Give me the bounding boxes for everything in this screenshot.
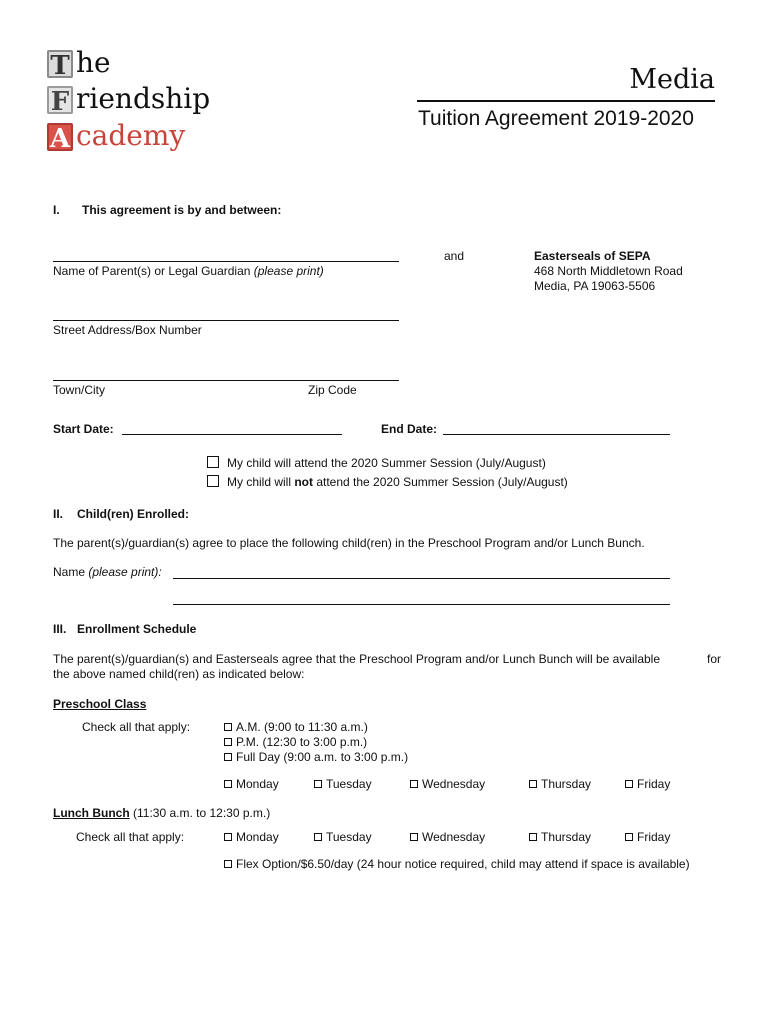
preschool-check-label: Check all that apply: (82, 720, 191, 734)
checkbox-icon[interactable] (207, 456, 219, 468)
page-title: Tuition Agreement 2019-2020 (418, 107, 694, 130)
lunch-day-monday[interactable]: Monday (224, 830, 279, 845)
location-title: Media (629, 64, 715, 95)
child-name-label: Name (please print): (53, 565, 162, 579)
child-name-line-2[interactable] (173, 604, 670, 605)
section-2-number: II. (53, 507, 64, 521)
start-date-line[interactable] (122, 434, 342, 435)
section-2-heading: Child(ren) Enrolled: (77, 507, 189, 521)
parent-name-line[interactable] (53, 261, 399, 262)
checkbox-icon[interactable] (529, 780, 537, 788)
checkbox-icon[interactable] (625, 833, 633, 841)
preschool-day-monday[interactable]: Monday (224, 777, 279, 792)
end-date-line[interactable] (443, 434, 670, 435)
checkbox-icon[interactable] (625, 780, 633, 788)
checkbox-icon[interactable] (314, 780, 322, 788)
summer-not-attend-option[interactable]: My child will not attend the 2020 Summer Session (July/August) (207, 475, 568, 490)
checkbox-icon[interactable] (410, 833, 418, 841)
street-address-line[interactable] (53, 320, 399, 321)
town-label: Town/City (53, 383, 106, 397)
org-name: Easterseals of SEPA (534, 249, 651, 263)
checkbox-icon[interactable] (224, 860, 232, 868)
start-date-label: Start Date: (53, 422, 114, 436)
preschool-session-pm[interactable]: P.M. (12:30 to 3:00 p.m.) (224, 735, 367, 750)
preschool-day-friday[interactable]: Friday (625, 777, 670, 792)
section-3-number: III. (53, 622, 67, 636)
town-zip-line[interactable] (53, 380, 399, 381)
section-3-text-for: for (707, 652, 722, 666)
checkbox-icon[interactable] (207, 475, 219, 487)
logo-text-riendship: riendship (76, 82, 211, 115)
preschool-class-title: Preschool Class (53, 697, 147, 711)
preschool-session-am[interactable]: A.M. (9:00 to 11:30 a.m.) (224, 720, 368, 735)
lunch-bunch-title: Lunch Bunch (11:30 a.m. to 12:30 p.m.) (53, 806, 271, 820)
org-address-line2: Media, PA 19063-5506 (534, 279, 656, 293)
summer-attend-option[interactable]: My child will attend the 2020 Summer Session (July/August) (207, 456, 546, 471)
lunch-check-label: Check all that apply: (76, 830, 185, 844)
street-address-label: Street Address/Box Number (53, 323, 202, 337)
checkbox-icon[interactable] (529, 833, 537, 841)
header-rule (417, 100, 715, 102)
org-address-line1: 468 North Middletown Road (534, 264, 683, 278)
checkbox-icon[interactable] (224, 833, 232, 841)
zip-label: Zip Code (308, 383, 357, 397)
lunch-day-thursday[interactable]: Thursday (529, 830, 591, 845)
section-1-heading: This agreement is by and between: (82, 203, 282, 217)
preschool-session-full-day[interactable]: Full Day (9:00 a.m. to 3:00 p.m.) (224, 750, 408, 765)
and-text: and (444, 249, 465, 263)
logo-block-t: T (47, 50, 73, 78)
logo-text-cademy: cademy (76, 119, 186, 152)
section-2-text: The parent(s)/guardian(s) agree to place the following child(ren) in the Preschool Program and/or Lunch Bunch. (53, 536, 645, 550)
logo-block-f: F (47, 86, 73, 114)
checkbox-icon[interactable] (314, 833, 322, 841)
parent-name-label: Name of Parent(s) or Legal Guardian (please print) (53, 264, 324, 278)
child-name-line-1[interactable] (173, 578, 670, 579)
end-date-label: End Date: (381, 422, 438, 436)
checkbox-icon[interactable] (224, 753, 232, 761)
lunch-day-tuesday[interactable]: Tuesday (314, 830, 372, 845)
section-3-heading: Enrollment Schedule (77, 622, 197, 636)
section-3-text-line2: the above named child(ren) as indicated below: (53, 667, 305, 681)
lunch-flex-option[interactable]: Flex Option/$6.50/day (24 hour notice required, child may attend if space is available) (224, 857, 690, 872)
checkbox-icon[interactable] (224, 723, 232, 731)
section-1-number: I. (53, 203, 60, 217)
logo-block-a: A (47, 123, 73, 151)
logo-text-he: he (76, 46, 111, 79)
preschool-day-wednesday[interactable]: Wednesday (410, 777, 485, 792)
checkbox-icon[interactable] (410, 780, 418, 788)
checkbox-icon[interactable] (224, 738, 232, 746)
lunch-day-wednesday[interactable]: Wednesday (410, 830, 485, 845)
preschool-day-tuesday[interactable]: Tuesday (314, 777, 372, 792)
preschool-day-thursday[interactable]: Thursday (529, 777, 591, 792)
lunch-day-friday[interactable]: Friday (625, 830, 670, 845)
checkbox-icon[interactable] (224, 780, 232, 788)
section-3-text-line1: The parent(s)/guardian(s) and Easterseals agree that the Preschool Program and/or Lunch Bunch will be available (53, 652, 661, 666)
